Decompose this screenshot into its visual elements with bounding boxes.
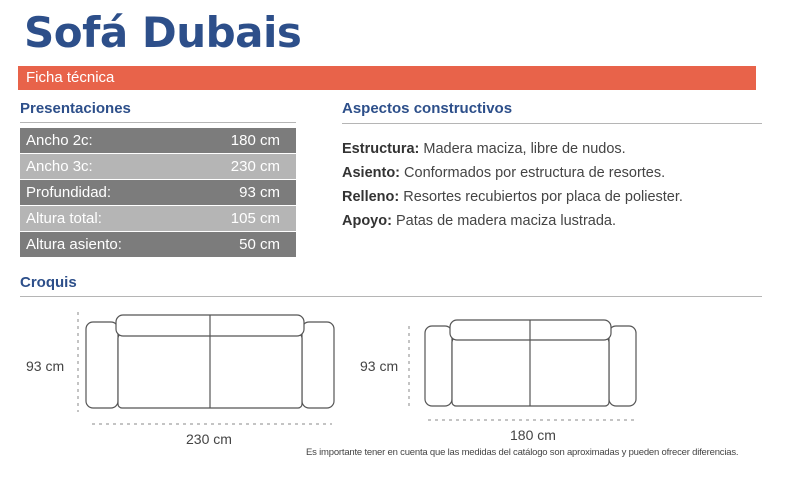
spec-value: 93 cm <box>239 184 280 201</box>
page-title: Sofá Dubais <box>24 8 302 57</box>
croquis-heading: Croquis <box>20 274 77 291</box>
spec-label: Profundidad: <box>26 184 112 201</box>
section-bar-label: Ficha técnica <box>26 69 115 86</box>
sofa-2-seat-sketch <box>425 320 636 406</box>
sofa-3-seat-sketch <box>86 315 334 408</box>
sofa3-width-label: 230 cm <box>186 431 232 447</box>
aspect-text: Resortes recubiertos por placa de poliester. <box>403 189 683 205</box>
spec-value: 105 cm <box>230 210 280 227</box>
aspect-text: Madera maciza, libre de nudos. <box>423 141 626 157</box>
aspect-text: Conformados por estructura de resortes. <box>404 165 666 181</box>
spec-value: 230 cm <box>230 158 280 175</box>
aspect-term: Asiento: <box>342 165 400 181</box>
aspect-text: Patas de madera maciza lustrada. <box>395 213 616 229</box>
spec-label: Ancho 3c: <box>26 158 93 175</box>
disclaimer-note: Es importante tener en cuenta que las medidas del catálogo son aproximadas y pueden ofrecer diferencias. <box>306 447 739 458</box>
spec-label: Altura asiento: <box>26 236 122 253</box>
sofa2-width-label: 180 cm <box>510 427 556 443</box>
aspect-term: Estructura: <box>342 141 420 157</box>
sofa3-depth-label: 93 cm <box>26 358 65 374</box>
spec-label: Altura total: <box>26 210 102 227</box>
presentaciones-heading: Presentaciones <box>20 100 131 117</box>
spec-label: Ancho 2c: <box>26 132 93 149</box>
spec-value: 50 cm <box>239 236 280 253</box>
aspect-term: Apoyo: <box>342 213 392 229</box>
sofa2-depth-label: 93 cm <box>360 358 399 374</box>
aspect-term: Relleno: <box>342 189 400 205</box>
aspectos-heading: Aspectos constructivos <box>342 100 513 117</box>
spec-value: 180 cm <box>230 132 280 149</box>
